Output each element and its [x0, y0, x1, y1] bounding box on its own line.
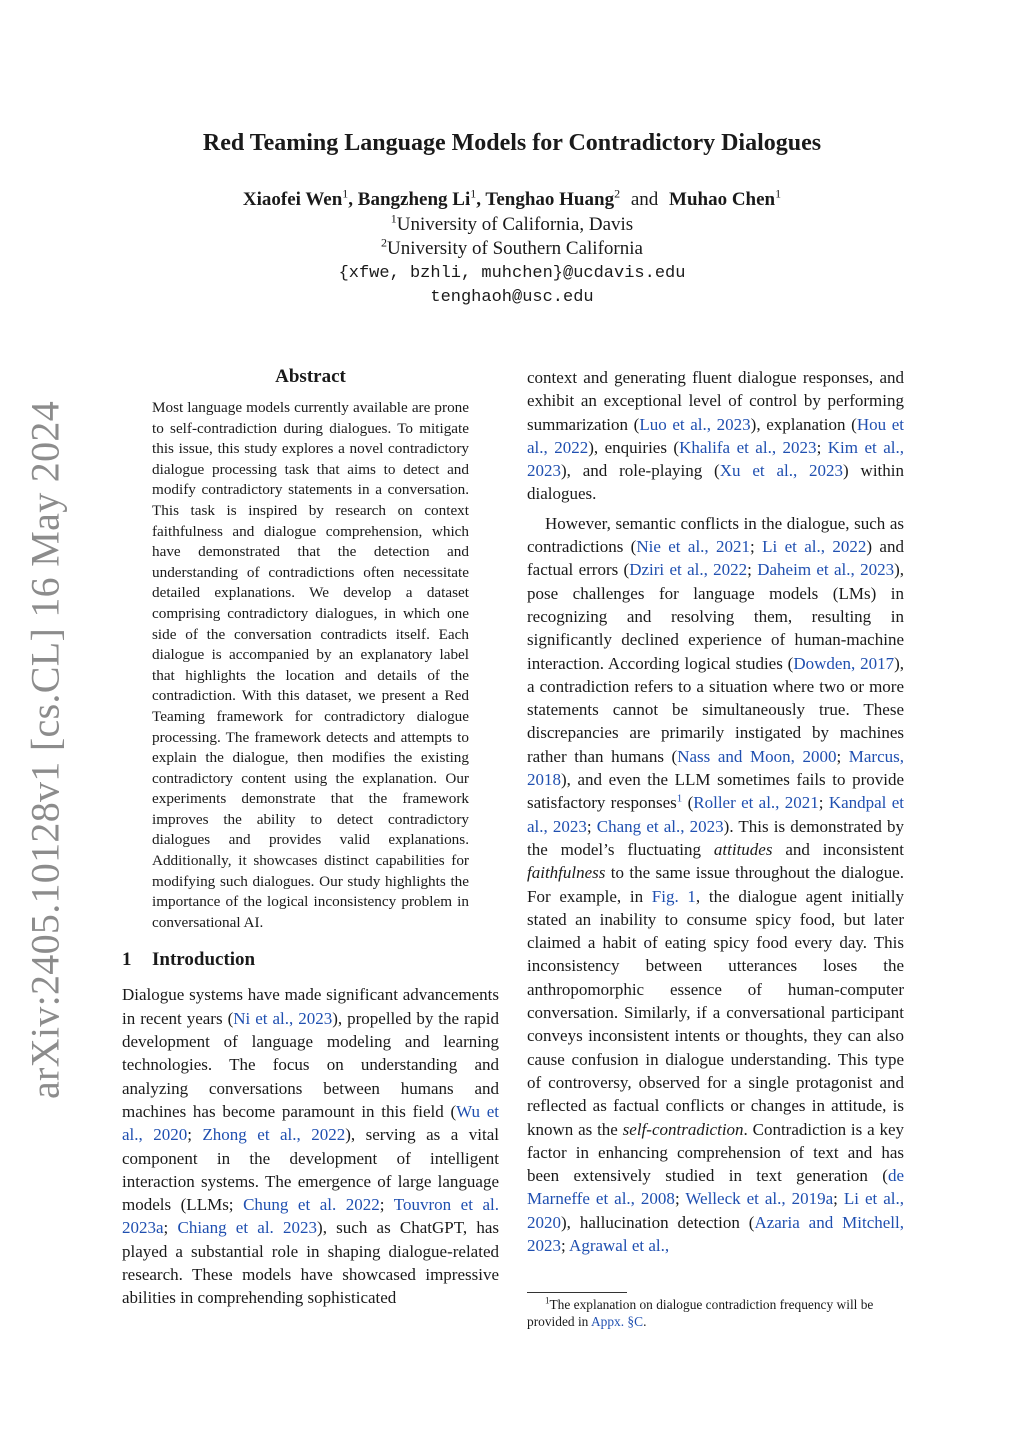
citation-link[interactable]: Dziri et al., 2022 [629, 560, 748, 580]
citation-link[interactable]: Roller et al., 2021 [693, 793, 819, 813]
citation-link[interactable]: de Marneffe et al., 2008 [527, 1166, 904, 1209]
author-names: Xiaofei Wen$^1$, Bangzheng Li$^1$, Tenghao Huang$^2$ and Muhao Chen$^1$ [242, 186, 782, 210]
arxiv-identifier: arXiv:2405.10128v1 [cs.CL] 16 May 2024 [22, 401, 68, 1099]
citation-link[interactable]: Azaria and Mitchell, 2023 [527, 1212, 904, 1255]
affiliation-mark: 1 [775, 186, 782, 201]
citation-link[interactable]: Li et al., 2020 [527, 1189, 904, 1232]
citation-link[interactable]: Kandpal et al., 2023 [527, 793, 904, 836]
email-ucdavis: {xfwe, bzhli, muhchen}@ucdavis.edu [338, 263, 686, 283]
left-column [122, 366, 499, 1310]
paper-title: Red Teaming Language Models for Contradictory Dialogues [202, 130, 822, 156]
author-name: Muhao Chen [669, 189, 776, 210]
citation-link[interactable]: Chang et al., 2023 [596, 816, 724, 836]
citation-link[interactable]: Li et al., 2022 [762, 537, 867, 557]
abstract-heading: Abstract [275, 366, 346, 387]
abstract-body: Most language models currently available are prone to self-contradiction during dialogues. To mitigate this issue, this study explores a novel contradictory dialogue processing task that aims to detect and modify contradictory statements in a conversation. This task is inspired by research on context faithfulness and dialogue comprehension, which have demonstrated that the detection and understanding of contradictions often necessitate detailed explanations. We develop a dataset comprising contradictory dialogues, in which one side of the conversation contradicts itself. Each dialogue is accompanied by an explanatory label that highlights the location and details of the contradiction. With this dataset, we present a Red Teaming framework for contradictory dialogue processing. The framework detects and attempts to explain the dialogue, then modifies the existing contradictory content using the explanation. Our experiments demonstrate that the framework improves the ability to detect contradictory dialogues and provides valid explanations. Additionally, it showcases distinct capabilities for modifying such dialogues. Our study highlights the importance of the logical inconsistency problem in conversational AI. [152, 399, 469, 931]
citation-link[interactable]: Luo et al., 2023 [639, 414, 751, 434]
author-name: Tenghao Huang [485, 189, 615, 210]
citation-link[interactable]: Agrawal et al., [569, 1235, 670, 1255]
citation-link[interactable]: Dowden, 2017 [793, 653, 895, 673]
author-name: Xiaofei Wen [242, 189, 343, 210]
emphasis-attitudes: attitudes [713, 839, 773, 859]
citation-link[interactable]: Touvron et al. 2023a [122, 1195, 499, 1238]
section-number: 1 [122, 949, 132, 971]
citation-link[interactable]: Chung et al. 2022 [243, 1195, 380, 1215]
citation-link[interactable]: Daheim et al., 2023 [757, 560, 895, 580]
intro-paragraph-1-continued: context and generating fluent dialogue responses, and exhibit an exceptional level of control by performing summarization (Luo et al., 2023), explanation (Hou et al., 2022), enquiries (Khalifa et al., 2023; Kim et al., 2023), and role-playing (Xu et al., 2023) within dialogues. [527, 368, 904, 504]
section-heading-introduction [122, 949, 499, 971]
citation-link[interactable]: Nie et al., 2021 [636, 537, 751, 557]
figure-link[interactable]: Fig. 1 [651, 886, 696, 906]
citation-link[interactable]: Chiang et al. 2023 [177, 1218, 318, 1238]
affiliation-mark: 1 [342, 186, 349, 201]
emphasis-self-contradiction: self-contradiction [622, 1119, 744, 1139]
footnote-marker[interactable]: 1 [676, 792, 683, 805]
intro-paragraph-2: However, semantic conflicts in the dialogue, such as contradictions (Nie et al., 2021; Li et al., 2022) and factual errors (Dziri et al., 2022; Daheim et al., 2023), pose challenges for language models (LMs) in recognizing and resolving them, resulting in significantly declined experience of human-machine interaction. According logical studies (Dowden, 2017), a contradiction refers to a situation where two or more statements cannot be simultaneously true. These discrepancies are primarily instigated by machines rather than humans (Nass and Moon, 2000; Marcus, 2018), and even the LLM sometimes fails to provide satisfactory responses$^1$ (Roller et al., 2021; Kandpal et al., 2023; Chang et al., 2023). This is demonstrated by the model’s fluctuating attitudes and inconsistent faithfulness to the same issue throughout the dialogue. For example, in Fig. 1, the dialogue agent initially stated an inability to consume spicy food, but later claimed a habit of eating spicy food every day. This inconsistency between utterances loses the anthropomorphic essence of human-computer conversation. Similarly, if a conversational participant conveys inconsistent intents or thoughts, they can also cause confusion in dialogue understanding. This type of controversy, observed for a single protagonist and reflected as factual conflicts or changes in attitude, is known as the self-contradiction. Contradiction is a key factor in enhancing comprehension of text and has been extensively studied in text generation (de Marneffe et al., 2008; Welleck et al., 2019a; Li et al., 2020), hallucination detection (Azaria and Mitchell, 2023; Agrawal et al., [527, 513, 904, 1255]
citation-link[interactable]: Zhong et al., 2022 [202, 1125, 346, 1145]
citation-link[interactable]: Ni et al., 2023 [233, 1008, 333, 1028]
citation-link[interactable]: Wu et al., 2020 [122, 1101, 499, 1145]
footnote-divider [527, 1292, 627, 1293]
citation-link[interactable]: Hou et al., 2022 [527, 414, 904, 457]
affiliation-2: $^2$University of Southern California [381, 235, 643, 259]
citation-link[interactable]: Nass and Moon, 2000 [677, 746, 837, 766]
citation-link[interactable]: Kim et al., 2023 [527, 437, 904, 481]
section-title: Introduction [152, 949, 256, 971]
footnote: $^1$The explanation on dialogue contradiction frequency will be provided in Appx. §C. [527, 1295, 874, 1329]
citation-link[interactable]: Welleck et al., 2019a [685, 1189, 834, 1209]
affiliation-mark: 1 [470, 186, 477, 201]
email-usc: tenghaoh@usc.edu [430, 288, 594, 307]
emphasis-faithfulness: faithfulness [527, 863, 606, 883]
citation-link[interactable]: Khalifa et al., 2023 [679, 437, 817, 457]
footnote-number: 1 [545, 1295, 550, 1306]
author-block [0, 188, 1024, 311]
citation-link[interactable]: Xu et al., 2023 [719, 461, 844, 481]
right-column [527, 366, 904, 1257]
appendix-link[interactable]: Appx. §C [590, 1314, 644, 1329]
and-connector: and [630, 189, 659, 210]
citation-link[interactable]: Marcus, 2018 [527, 746, 904, 790]
affiliation-1: $^1$University of California, Davis [390, 211, 634, 235]
author-name: Bangzheng Li [357, 189, 471, 210]
affiliation-mark: 2 [614, 186, 621, 201]
intro-paragraph-1: Dialogue systems have made significant advancements in recent years (Ni et al., 2023), propelled by the rapid development of language modeling and learning technologies. The focus on understanding and analyzing conversations between humans and machines has become paramount in this field (Wu et al., 2020; Zhong et al., 2022), serving as a vital component in the development of intelligent interaction systems. The emergence of large language models (LLMs; Chung et al. 2022; Touvron et al. 2023a; Chiang et al. 2023), such as ChatGPT, has played a substantial role in shaping dialogue-related research. These models have showcased impressive abilities in comprehending sophisticated [122, 985, 499, 1308]
